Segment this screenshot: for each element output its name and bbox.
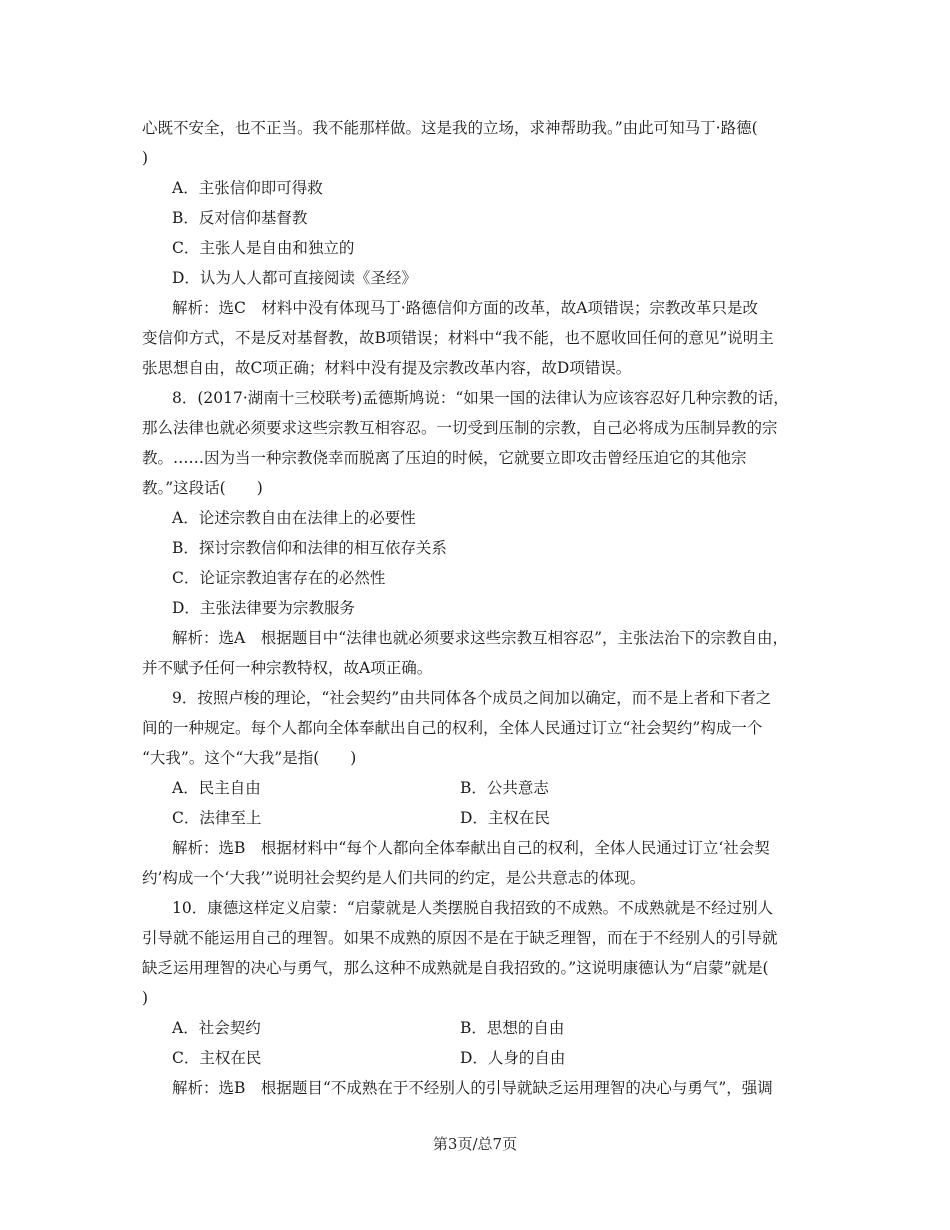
q10-option-b: B．思想的自由: [460, 1019, 565, 1037]
q8-stem-line: 那么法律也就必须要求这些宗教互相容忍。一切受到压制的宗教，自己必将成为压制异教的宗: [142, 419, 778, 437]
q8-answer-line: 解析：选A 根据题目中“法律也就必须要求这些宗教互相容忍”，主张法治下的宗教自由，: [172, 629, 789, 647]
q7-option-c: C．主张人是自由和独立的: [172, 239, 355, 257]
q10-stem-line: 缺乏运用理智的决心与勇气，那么这种不成熟就是自我招致的。”这说明康德认为“启蒙”就是(: [142, 959, 769, 977]
q7-stem-line: ): [142, 149, 149, 167]
q9-stem-line: “大我”。这个“大我”是指( ): [142, 749, 357, 767]
q9-option-c: C．法律至上: [172, 809, 262, 827]
q9-stem-line: 间的一种规定。每个人都向全体奉献出自己的权利，全体人民通过订立“社会契约”构成一个: [142, 719, 763, 737]
page-footer: 第3页/总7页: [432, 1135, 518, 1153]
q10-option-d: D．人身的自由: [460, 1049, 566, 1067]
q9-answer-line: 约’构成一个‘大我’”说明社会契约是人们共同的约定，是公共意志的体现。: [142, 869, 646, 887]
q8-stem-line: 教。”这段话( ): [142, 479, 263, 497]
q10-option-c: C．主权在民: [172, 1049, 262, 1067]
question-7: [142, 113, 812, 1103]
q7-option-d: D．认为人人都可直接阅读《圣经》: [172, 269, 417, 287]
q10-option-a: A．社会契约: [172, 1019, 261, 1037]
q7-answer-line: 张思想自由，故C项正确；材料中没有提及宗教改革内容，故D项错误。: [142, 359, 632, 377]
q9-answer-line: 解析：选B 根据材料中“每个人都向全体奉献出自己的权利，全体人民通过订立‘社会契: [172, 839, 770, 857]
q8-stem-line: 教。……因为当一种宗教侥幸而脱离了压迫的时候，它就要立即攻击曾经压迫它的其他宗: [142, 449, 747, 467]
q9-option-d: D．主权在民: [460, 809, 550, 827]
q10-stem-line: ): [142, 989, 149, 1007]
q10-options-row: [142, 1043, 812, 1073]
q8-stem-line: 8．(2017·湖南十三校联考)孟德斯鸠说：“如果一国的法律认为应该容忍好几种宗教的话，: [172, 389, 789, 407]
q8-option-a: A．论述宗教自由在法律上的必要性: [172, 509, 416, 527]
q7-answer-line: 解析：选C 材料中没有体现马丁·路德信仰方面的改革，故A项错误；宗教改革只是改: [172, 299, 758, 317]
q10-answer-line: 解析：选B 根据题目“不成熟在于不经别人的引导就缺乏运用理智的决心与勇气”，强调: [172, 1079, 773, 1097]
q7-answer-line: 变信仰方式，不是反对基督教，故B项错误；材料中“我不能，也不愿收回任何的意见”说明主: [142, 329, 774, 347]
q9-stem-line: 9．按照卢梭的理论，“社会契约”由共同体各个成员之间加以确定，而不是上者和下者之: [172, 689, 772, 707]
q9-option-b: B．公共意志: [460, 779, 549, 797]
q9-option-a: A．民主自由: [172, 779, 261, 797]
q9-options-row: [142, 773, 812, 803]
q8-option-d: D．主张法律要为宗教服务: [172, 599, 355, 617]
q7-option-b: B．反对信仰基督教: [172, 209, 308, 227]
q7-option-a: A．主张信仰即可得救: [172, 179, 323, 197]
q10-options-row: [142, 1013, 812, 1043]
q8-option-c: C．论证宗教迫害存在的必然性: [172, 569, 386, 587]
q9-options-row: [142, 803, 812, 833]
q8-answer-line: 并不赋予任何一种宗教特权，故A项正确。: [142, 659, 433, 677]
q10-stem-line: 引导就不能运用自己的理智。如果不成熟的原因不是在于缺乏理智，而在于不经别人的引导就: [142, 929, 778, 947]
q8-option-b: B．探讨宗教信仰和法律的相互依存关系: [172, 539, 447, 557]
q7-stem-line: 心既不安全，也不正当。我不能那样做。这是我的立场，求神帮助我。”由此可知马丁·路德(: [142, 119, 758, 137]
q10-stem-line: 10．康德这样定义启蒙：“启蒙就是人类摆脱自我招致的不成熟。不成熟就是不经过别人: [172, 899, 774, 917]
